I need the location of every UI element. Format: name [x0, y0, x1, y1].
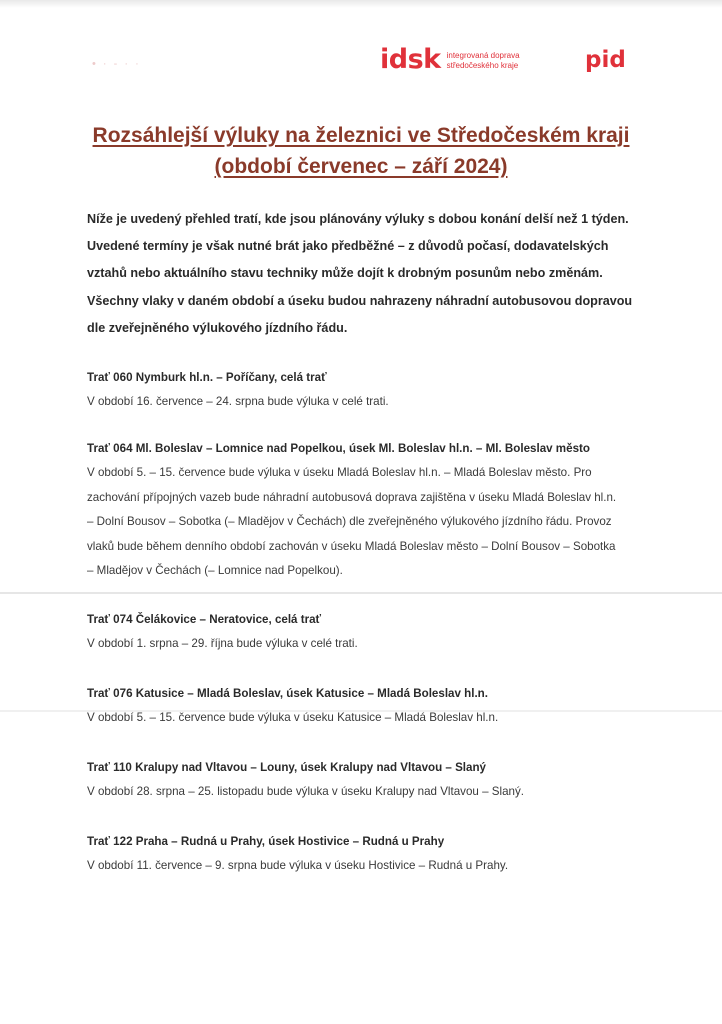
- track-description: [87, 854, 697, 879]
- track-section-076: [87, 682, 697, 731]
- page-title-line: Rozsáhlejší výluky na železnici ve Středočeském kraji: [92, 124, 630, 147]
- scan-edge: [0, 0, 722, 8]
- intro-line: dle zveřejněného výlukového jízdního řádu.: [87, 320, 348, 335]
- track-description: [87, 632, 697, 657]
- idsk-logo: [380, 46, 520, 73]
- idsk-tagline-line: integrovaná doprava: [446, 50, 520, 60]
- track-description-line: V období 5. – 15. července bude výluka v úseku Mladá Boleslav hl.n. – Mladá Boleslav město. Pro: [87, 466, 592, 479]
- track-description-line: V období 11. července – 9. srpna bude výluka v úseku Hostivice – Rudná u Prahy.: [87, 859, 509, 872]
- intro-line: Všechny vlaky v daném období a úseku budou nahrazeny náhradní autobusovou dopravou: [87, 293, 633, 308]
- track-description-line: V období 5. – 15. července bude výluka v úseku Katusice – Mladá Boleslav hl.n.: [87, 711, 499, 724]
- track-description-line: V období 1. srpna – 29. října bude výluka v celé trati.: [87, 637, 358, 650]
- track-section-122: [87, 830, 697, 879]
- track-section-074: [87, 608, 697, 657]
- page-title: [60, 120, 662, 182]
- track-description-line: V období 28. srpna – 25. listopadu bude výluka v úseku Kralupy nad Vltavou – Slaný.: [87, 785, 524, 798]
- faint-stamp-mark: • · - · ·: [92, 58, 141, 70]
- track-heading: Trať 122 Praha – Rudná u Prahy, úsek Hostivice – Rudná u Prahy: [87, 835, 445, 848]
- track-heading: Trať 064 Ml. Boleslav – Lomnice nad Popelkou, úsek Ml. Boleslav hl.n. – Ml. Boleslav město: [87, 442, 590, 455]
- intro-line: Uvedené termíny je však nutné brát jako předběžné – z důvodů počasí, dodavatelských: [87, 239, 609, 254]
- track-description: [87, 390, 697, 415]
- intro-line: vztahů nebo aktuálního stavu techniky může dojít k drobným posunům nebo změnám.: [87, 266, 603, 281]
- track-description-line: vlaků bude během denního období zachován v úseku Mladá Boleslav město – Dolní Bousov – Sobotka: [87, 539, 616, 553]
- idsk-logo-word: idsk: [380, 44, 441, 75]
- track-section-060: [87, 366, 697, 415]
- track-section-064: [87, 437, 697, 584]
- track-heading: Trať 110 Kralupy nad Vltavou – Louny, úsek Kralupy nad Vltavou – Slaný: [87, 761, 487, 774]
- track-description: [87, 706, 697, 731]
- track-heading: Trať 060 Nymburk hl.n. – Poříčany, celá trať: [87, 371, 327, 384]
- track-heading: Trať 076 Katusice – Mladá Boleslav, úsek Katusice – Mladá Boleslav hl.n.: [87, 687, 488, 700]
- scan-fold-line: [0, 592, 722, 594]
- page-title-line: (období červenec – září 2024): [214, 155, 508, 178]
- track-heading: Trať 074 Čelákovice – Neratovice, celá trať: [87, 613, 322, 626]
- idsk-logo-tagline: [447, 51, 520, 71]
- track-description-line: zachování přípojných vazeb bude náhradní autobusová doprava zajištěna v úseku Mladá Boleslav hl.n.: [87, 490, 617, 504]
- track-description-line: – Dolní Bousov – Sobotka (– Mladějov v Čechách) dle zveřejněného výlukového jízdního řádu. Provoz: [87, 515, 612, 528]
- pid-logo: pid: [585, 47, 626, 73]
- track-description: [87, 780, 697, 805]
- track-description-line: – Mladějov v Čechách (– Lomnice nad Popelkou).: [87, 564, 343, 577]
- track-description: [87, 461, 697, 584]
- track-description-line: V období 16. července – 24. srpna bude výluka v celé trati.: [87, 395, 389, 408]
- intro-paragraph: [87, 206, 692, 342]
- idsk-tagline-line: středočeského kraje: [446, 60, 519, 70]
- track-section-110: [87, 756, 697, 805]
- intro-line: Níže je uvedený přehled tratí, kde jsou plánovány výluky s dobou konání delší než 1 týden.: [87, 212, 629, 226]
